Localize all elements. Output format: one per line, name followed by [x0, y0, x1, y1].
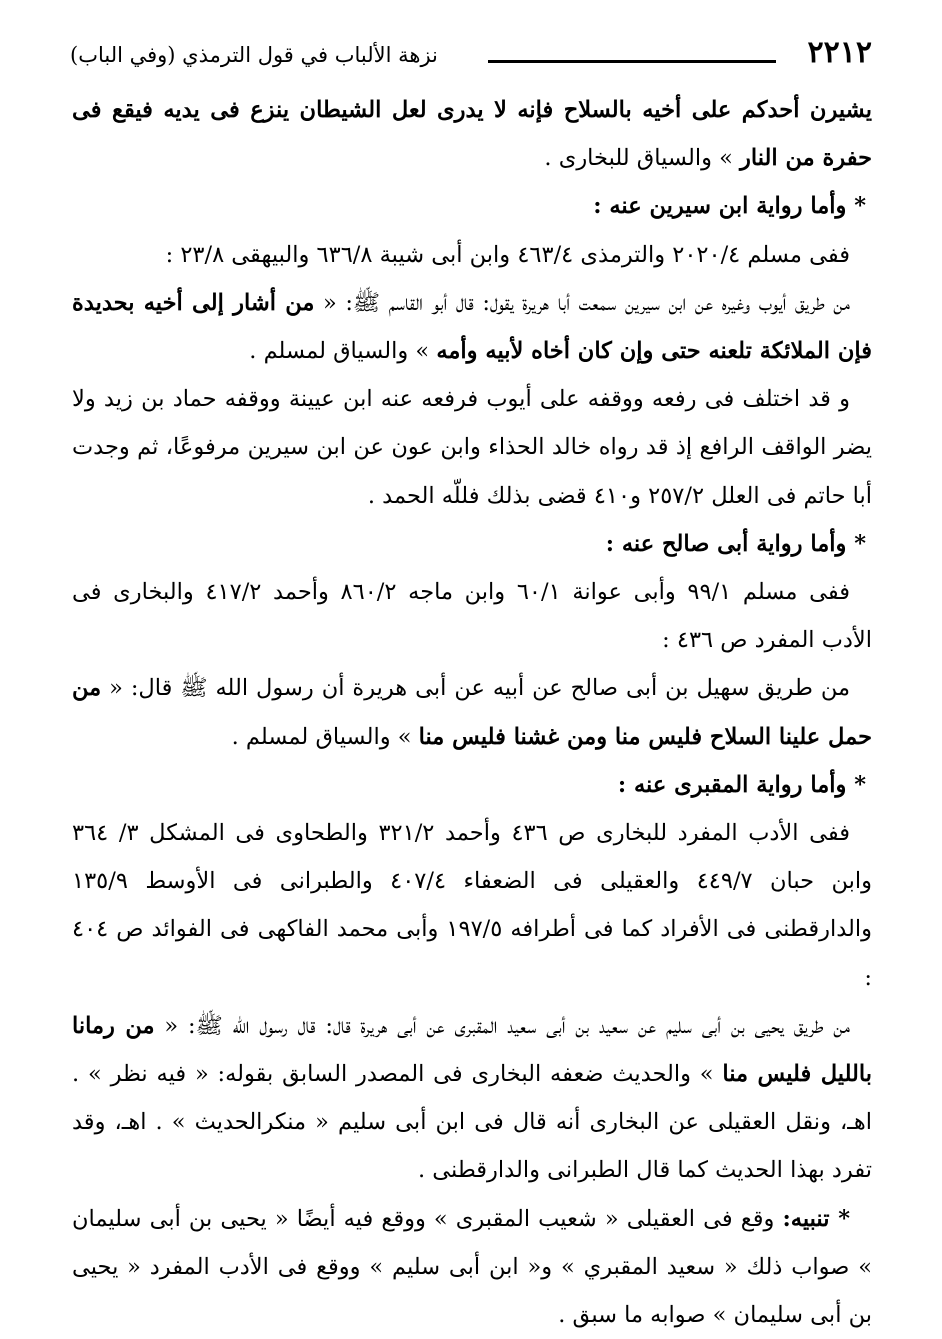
paragraph-text: و قد اختلف فى رفعه ووقفه على أيوب فرفعه عنه ابن عيينة ووقفه حماد بن زيد ولا يضر الواقف الرافع إذ قد رواه خالد الحذاء وابن عون عن ابن سيرين مرفوعًا، ثم وجدت أبا حاتم فى العلل ٢٥٧/٢ و٤١٠ قضى بذلك فللّه الحمد . — [72, 386, 872, 509]
paragraph-text: » والسياق لمسلم . — [249, 338, 437, 365]
paragraph-8 — [72, 664, 872, 760]
page-number: ٢٢١٢ — [807, 35, 872, 70]
section-heading-ibn-sirin: * وأما رواية ابن سيرين عنه : — [593, 193, 866, 220]
paragraph-text: من طريق سهيل بن أبى صالح عن أبيه عن أبى هريرة أن رسول الله ﷺ قال: « — [101, 675, 850, 702]
hadith-text: من رمانا بالليل فليس منا — [72, 1012, 872, 1088]
paragraph-text: ففى مسلم ٢٠٢٠/٤ والترمذى ٤٦٣/٤ وابن أبى شيبة ٦٣٦/٨ والبيهقى ٢٣/٨ : — [165, 241, 850, 268]
paragraph-text: » والحديث ضعفه البخارى فى المصدر السابق بقوله: « فيه نظر » . اهـ، ونقل العقيلى عن البخارى أنه قال فى ابن أبى سليم « منكرالحديث » . اهـ، وقد تفرد بهذا الحديث كما قال الطبرانى والدارقطنى . — [72, 1061, 872, 1184]
header-rule — [488, 60, 776, 63]
paragraph-3 — [72, 231, 872, 279]
paragraph-5 — [72, 375, 872, 520]
note-paragraph — [72, 1195, 872, 1339]
paragraph-11 — [72, 1002, 872, 1195]
paragraph-text: من طريق أيوب وغيره عن ابن سيرين سمعت أبا هريرة يقول: قال أبو القاسم ﷺ: « — [314, 289, 850, 316]
paragraph-text: وقع فى العقيلى « شعيب المقبرى » ووقع فيه أيضًا « يحيى بن أبى سليمان » صواب ذلك « سعيد المقبري » و« ابن أبى سليم » ووقع فى الأدب المفرد « يحيى بن أبى سليمان » صوابه ما سبق . — [72, 1205, 872, 1329]
section-heading-abi-salih: * وأما رواية أبى صالح عنه : — [605, 530, 866, 557]
page-header — [70, 34, 872, 74]
hadith-text: يشيرن أحدكم على أخيه بالسلاح فإنه لا يدرى لعل الشيطان ينزع فى يديه فيقع فى حفرة من النار — [72, 97, 872, 172]
paragraph-text: » والسياق للبخارى . — [544, 145, 741, 172]
paragraph-text: ففى مسلم ٩٩/١ وأبى عوانة ٦٠/١ وابن ماجه ٨٦٠/٢ وأحمد ٤١٧/٢ والبخارى فى الأدب المفرد ص ٤٣٦ : — [72, 579, 872, 654]
paragraph-7 — [72, 568, 872, 664]
section-heading-maqburi: * وأما رواية المقبرى عنه : — [617, 771, 866, 798]
paragraph-1 — [72, 86, 872, 182]
paragraph-text: ففى الأدب المفرد للبخارى ص ٤٣٦ وأحمد ٣٢١/٢ والطحاوى فى المشكل ٣/ ٣٦٤ وابن حبان ٤٤٩/٧ والعقيلى فى الضعفاء ٤٠٧/٤ والطبرانى فى الأوسط ١٣٥/٩ والدارقطنى فى الأفراد كما فى أطرافه ١٩٧/٥ وأبى محمد الفاكهى فى الفوائد ص ٤٠٤ : — [72, 820, 873, 991]
paragraph-text: » والسياق لمسلم . — [231, 723, 419, 750]
paragraph-text: من طريق يحيى بن أبى سليم عن سعيد بن أبى سعيد المقبرى عن أبى هريرة قال: قال رسول الله ﷺ: « — [154, 1012, 850, 1039]
running-title: نزهة الألباب في قول الترمذي (وفي الباب) — [70, 43, 438, 67]
hadith-text: من حمل علينا السلاح فليس منا ومن غشنا فليس منا — [72, 675, 872, 750]
paragraph-4 — [72, 279, 872, 375]
note-label: * تنبيه: — [782, 1205, 850, 1232]
document-body — [72, 86, 872, 1339]
hadith-text: من أشار إلى أخيه بحديدة فإن الملائكة تلعنه حتى وإن كان أخاه لأبيه وأمه — [72, 289, 872, 365]
paragraph-10 — [72, 809, 872, 1002]
